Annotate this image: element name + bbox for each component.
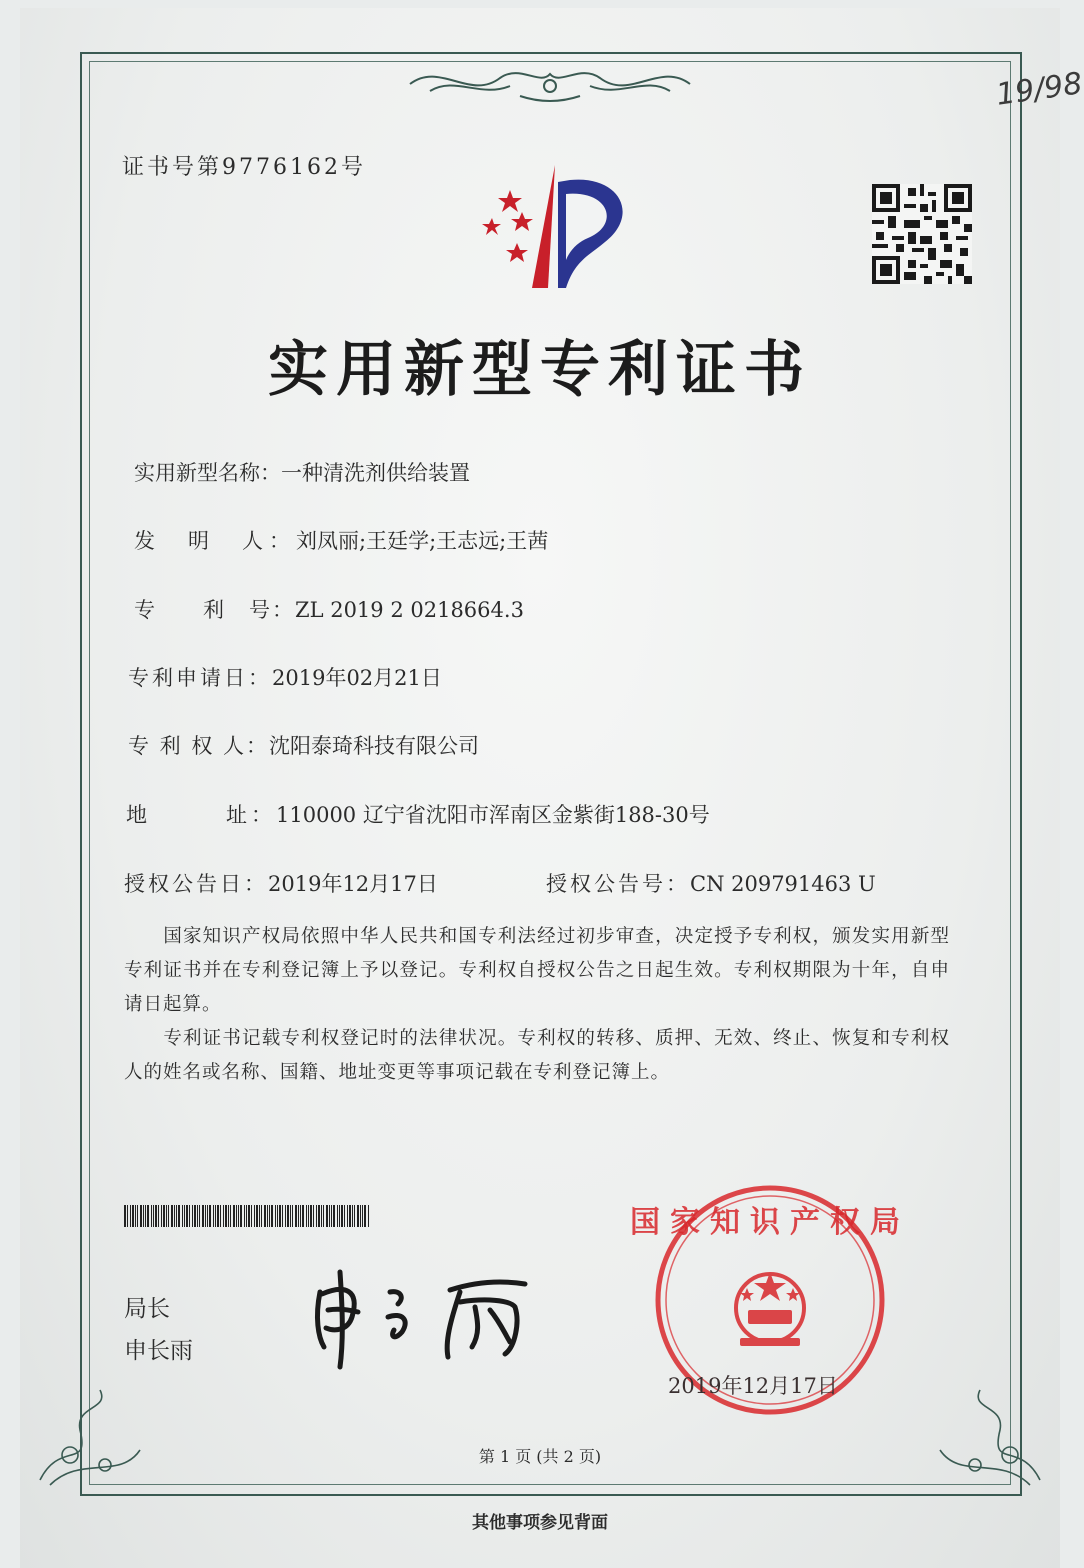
field-application-date [128, 662, 442, 692]
field-inventor [134, 525, 548, 555]
top-ornament [400, 56, 700, 106]
barcode-bar [220, 1205, 221, 1227]
barcode-bar [282, 1205, 283, 1227]
barcode-bar [246, 1205, 247, 1227]
barcode-bar [244, 1205, 245, 1227]
barcode-bar [275, 1205, 276, 1227]
director-title: 局长 [124, 1296, 170, 1322]
barcode-bar [202, 1205, 204, 1227]
barcode-bar [209, 1205, 211, 1227]
barcode-bar [339, 1205, 340, 1227]
barcode-bar [161, 1205, 162, 1227]
barcode-bar [318, 1205, 320, 1227]
field-address [126, 799, 710, 829]
barcode-bar [158, 1205, 159, 1227]
barcode-bar [197, 1205, 198, 1227]
barcode-bar [354, 1205, 355, 1227]
barcode-bar [124, 1205, 126, 1227]
field-value: ZL 2019 2 0218664.3 [295, 598, 524, 622]
barcode-bar [290, 1205, 291, 1227]
barcode-bar [184, 1205, 185, 1227]
barcode-bar [207, 1205, 208, 1227]
barcode-bar [329, 1205, 330, 1227]
barcode-bar [321, 1205, 322, 1227]
barcode-bar [279, 1205, 281, 1227]
barcode-bar [271, 1205, 273, 1227]
barcode-bar [223, 1205, 224, 1227]
barcode-bar [130, 1205, 131, 1227]
barcode-bar [285, 1205, 286, 1227]
field-label: 授权公告号： [546, 872, 690, 896]
barcode-bar [306, 1205, 307, 1227]
statement-paragraph-1: 国家知识产权局依照中华人民共和国专利法经过初步审查，决定授予专利权，颁发实用新型专利证书并在专利登记簿上予以登记。专利权自授权公告之日起生效。专利权期限为十年，自申请日起算。 [124, 926, 950, 1015]
barcode-bar [166, 1205, 167, 1227]
barcode-bar [368, 1205, 369, 1227]
barcode-bar [140, 1205, 142, 1227]
barcode-bar [264, 1205, 266, 1227]
barcode-bar [228, 1205, 229, 1227]
barcode-bar [127, 1205, 128, 1227]
barcode-bar [256, 1205, 258, 1227]
barcode-bar [233, 1205, 235, 1227]
barcode-bar [308, 1205, 309, 1227]
barcode-bar [298, 1205, 299, 1227]
barcode-bar [178, 1205, 180, 1227]
field-grant-date [124, 868, 438, 898]
barcode-bar [137, 1205, 138, 1227]
bottom-right-ornament [910, 1360, 1050, 1490]
seal-text: 国家知识产权局 [630, 1205, 910, 1240]
barcode-bar [337, 1205, 338, 1227]
footer-note: 其他事项参见背面 [472, 1513, 608, 1533]
barcode-bar [225, 1205, 227, 1227]
barcode-bar [151, 1205, 152, 1227]
field-label: 地 址： [126, 803, 276, 827]
barcode-bar [277, 1205, 278, 1227]
barcode-bar [147, 1205, 149, 1227]
handwritten-note: 19/98 [993, 66, 1084, 113]
barcode-bar [199, 1205, 200, 1227]
barcode-bar [300, 1205, 301, 1227]
barcode-bar [267, 1205, 268, 1227]
barcode-bar [153, 1205, 154, 1227]
barcode-bar [230, 1205, 231, 1227]
barcode-bar [362, 1205, 363, 1227]
certificate-title: 实用新型专利证书 [268, 335, 812, 405]
field-patentee [128, 730, 479, 760]
barcode-bar [295, 1205, 297, 1227]
barcode-bar [292, 1205, 293, 1227]
field-value: 110000 辽宁省沈阳市浑南区金紫街188-30号 [276, 803, 710, 827]
barcode-bar [269, 1205, 270, 1227]
barcode-bar [248, 1205, 250, 1227]
barcode-bar [254, 1205, 255, 1227]
barcode-bar [182, 1205, 183, 1227]
barcode-bar [352, 1205, 353, 1227]
field-label: 实用新型名称： [134, 461, 281, 485]
director-signature [310, 1262, 550, 1372]
barcode-bar [192, 1205, 193, 1227]
barcode-bar [331, 1205, 332, 1227]
barcode-bar [135, 1205, 136, 1227]
barcode-bar [310, 1205, 312, 1227]
barcode-bar [189, 1205, 190, 1227]
field-value: 2019年12月17日 [268, 872, 438, 896]
barcode-bar [364, 1205, 366, 1227]
barcode-bar [143, 1205, 144, 1227]
barcode-bar [240, 1205, 242, 1227]
statement-paragraph-2: 专利证书记载专利权登记时的法律状况。专利权的转移、质押、无效、终止、恢复和专利权人的姓名或名称、国籍、地址变更等事项记载在专利登记簿上。 [124, 1028, 950, 1083]
barcode [124, 1205, 372, 1227]
field-value: 沈阳泰琦科技有限公司 [269, 734, 480, 758]
barcode-bar [174, 1205, 175, 1227]
barcode-bar [205, 1205, 206, 1227]
barcode-bar [349, 1205, 351, 1227]
barcode-bar [236, 1205, 237, 1227]
barcode-bar [217, 1205, 219, 1227]
field-label: 专 利 权 人： [128, 734, 270, 758]
barcode-bar [313, 1205, 314, 1227]
barcode-bar [145, 1205, 146, 1227]
seal-date: 2019年12月17日 [668, 1374, 838, 1398]
field-label: 授权公告日： [124, 872, 268, 896]
field-label: 专 利 号： [134, 598, 295, 622]
barcode-bar [194, 1205, 196, 1227]
barcode-bar [215, 1205, 216, 1227]
barcode-bar [176, 1205, 177, 1227]
cnipa-logo [470, 160, 650, 290]
certificate-number: 证书号第9776162号 [122, 155, 366, 180]
barcode-bar [333, 1205, 335, 1227]
field-patent-number [134, 594, 524, 624]
field-value: 一种清洗剂供给装置 [281, 461, 470, 485]
barcode-bar [357, 1205, 359, 1227]
barcode-bar [213, 1205, 214, 1227]
barcode-bar [168, 1205, 169, 1227]
field-value: CN 209791463 U [690, 872, 876, 896]
barcode-bar [171, 1205, 173, 1227]
barcode-bar [163, 1205, 165, 1227]
barcode-bar [155, 1205, 157, 1227]
field-value: 刘凤丽;王廷学;王志远;王茜 [296, 529, 549, 553]
page-number: 第 1 页 (共 2 页) [478, 1447, 602, 1466]
field-value: 2019年02月21日 [272, 666, 442, 690]
barcode-bar [287, 1205, 289, 1227]
barcode-bar [341, 1205, 343, 1227]
field-utility-name [134, 457, 470, 487]
field-label: 专利申请日： [128, 666, 272, 690]
barcode-bar [259, 1205, 260, 1227]
barcode-bar [251, 1205, 252, 1227]
barcode-bar [132, 1205, 134, 1227]
barcode-bar [302, 1205, 304, 1227]
barcode-bar [344, 1205, 345, 1227]
field-label: 发 明 人： [134, 529, 296, 553]
barcode-bar [323, 1205, 324, 1227]
barcode-bar [360, 1205, 361, 1227]
field-grant-number [546, 868, 876, 898]
director-name: 申长雨 [124, 1338, 193, 1364]
qr-code [872, 184, 972, 284]
barcode-bar [186, 1205, 188, 1227]
barcode-bar [347, 1205, 348, 1227]
barcode-bar [316, 1205, 317, 1227]
barcode-bar [261, 1205, 262, 1227]
barcode-bar [238, 1205, 239, 1227]
barcode-bar [326, 1205, 328, 1227]
bottom-left-ornament [30, 1360, 170, 1490]
